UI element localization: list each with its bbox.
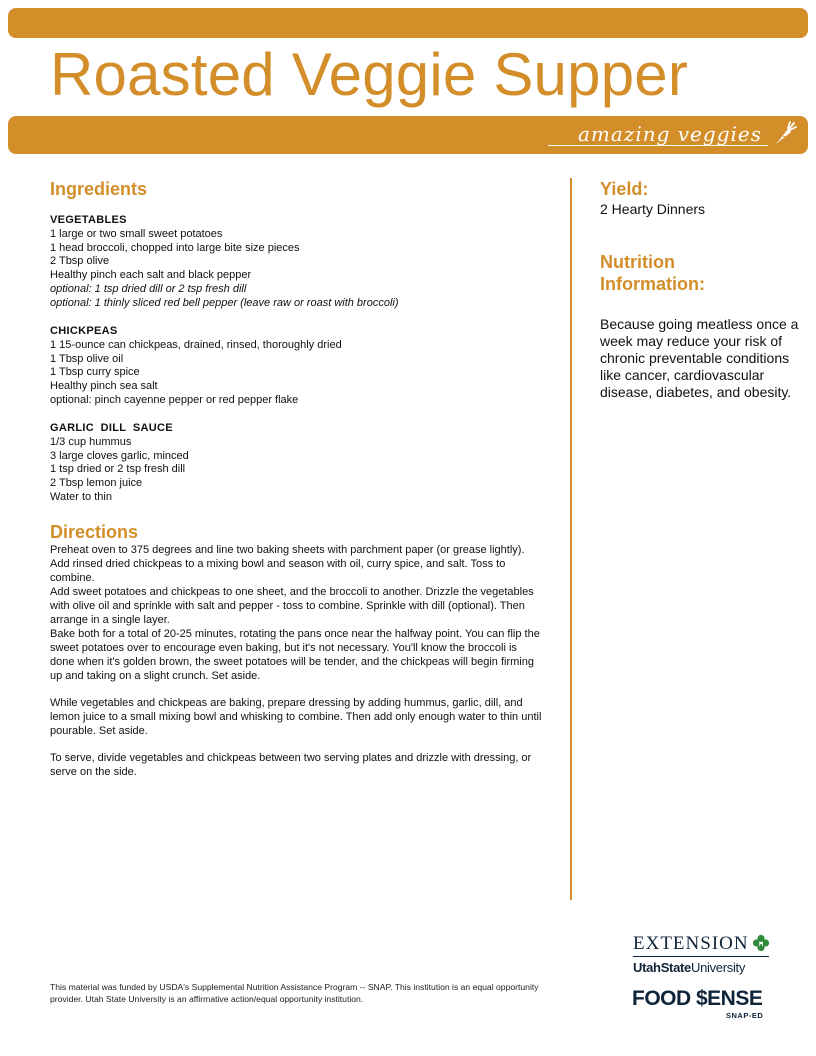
column-divider (570, 178, 572, 900)
nutrition-heading: Nutrition Information: (600, 252, 705, 294)
vegetables-title: VEGETABLES (50, 214, 127, 226)
usu-logo (633, 960, 745, 976)
ingredient-item: 1 Tbsp curry spice (50, 366, 140, 379)
usu-logo-part2: University (690, 960, 746, 975)
direction-step: Preheat oven to 375 degrees and line two baking sheets with parchment paper (or grease lightly). (50, 544, 525, 556)
four-leaf-clover-icon (752, 934, 770, 952)
ingredient-item: 1 Tbsp olive oil (50, 352, 124, 365)
directions-body (50, 543, 542, 779)
direction-step: Add sweet potatoes and chickpeas to one sheet, and the broccoli to another. Drizzle the vegetables with olive oil and sprinkle with salt and pepper - toss to combine. Sprinkle with dill (optional). Then arrange in a single layer. (50, 586, 534, 626)
chickpeas-section (50, 325, 550, 408)
direction-step: Bake both for a total of 20-25 minutes, rotating the pans once near the halfway point. You can flip the sweet potatoes over to encourage even baking, but it's not necessary. You'll know the broccoli is done when it's golden brown, the sweet potatoes will be tender, and the chickpeas will begin firming up and taking on a slight crunch. Set aside. (50, 628, 540, 682)
logo-divider (633, 956, 769, 957)
direction-step: While vegetables and chickpeas are baking, prepare dressing by adding hummus, garlic, dill, and lemon juice to a small mixing bowl and whisking to combine. Then add only enough water to thin until pourable. Set aside. (50, 697, 542, 737)
ingredient-item: Water to thin (50, 490, 112, 503)
ingredient-item: Healthy pinch each salt and black pepper (50, 269, 252, 282)
ingredient-item: 1 head broccoli, chopped into large bite size pieces (50, 241, 300, 254)
ingredient-item: 2 Tbsp lemon juice (50, 477, 143, 490)
header-tagline-bar (8, 116, 808, 154)
carrot-icon (770, 120, 798, 148)
ingredient-item-optional: optional: 1 thinly sliced red bell pepper (leave raw or roast with broccoli) (50, 296, 399, 309)
ingredient-item: 3 large cloves garlic, minced (50, 449, 189, 462)
header-top-bar (8, 8, 808, 38)
directions-heading: Directions (50, 522, 139, 542)
ingredient-item: 1/3 cup hummus (50, 435, 132, 448)
ingredients-heading: Ingredients (50, 179, 148, 199)
garlic-dill-sauce-section (50, 422, 550, 505)
nutrition-text: Because going meatless once a week may reduce your risk of chronic preventable conditions like cancer, cardiovascular disease, diabetes, and obesity. (600, 316, 799, 400)
ingredient-item-optional: optional: 1 tsp dried dill or 2 tsp fresh dill (50, 282, 247, 295)
yield-value: 2 Hearty Dinners (600, 201, 706, 217)
chickpeas-title: CHICKPEAS (50, 325, 118, 337)
snap-ed-logo: SNAP-ED (726, 1011, 764, 1020)
ingredient-item: 1 tsp dried or 2 tsp fresh dill (50, 463, 186, 476)
direction-step: Add rinsed dried chickpeas to a mixing bowl and season with oil, curry spice, and salt. Toss to combine. (50, 558, 506, 584)
usu-logo-part1: UtahState (633, 960, 691, 975)
vegetables-section (50, 214, 550, 311)
svg-text:H: H (758, 942, 764, 948)
ingredient-item: 2 Tbsp olive (50, 255, 110, 268)
tagline: amazing veggies (577, 122, 762, 146)
foodsense-logo: FOOD $ENSE (632, 987, 763, 1010)
ingredient-item: optional: pinch cayenne pepper or red pepper flake (50, 393, 299, 406)
yield-heading: Yield: (600, 179, 649, 199)
garlic-dill-sauce-title: GARLIC DILL SAUCE (50, 422, 173, 434)
ingredient-item: Healthy pinch sea salt (50, 380, 158, 393)
ingredient-item: 1 15-ounce can chickpeas, drained, rinsed, thoroughly dried (50, 338, 342, 351)
extension-logo-text: EXTENSION (633, 933, 749, 954)
ingredient-item: 1 large or two small sweet potatoes (50, 227, 223, 240)
direction-step: To serve, divide vegetables and chickpeas between two serving plates and drizzle with dressing, or serve on the side. (50, 752, 532, 778)
funding-disclaimer: This material was funded by USDA's Supplemental Nutrition Assistance Program -- SNAP. This institution is an equal opportunity provider. Utah State University is an affirmative action/equal opportunity institution. (50, 982, 539, 1004)
recipe-title: Roasted Veggie Supper (50, 41, 689, 108)
